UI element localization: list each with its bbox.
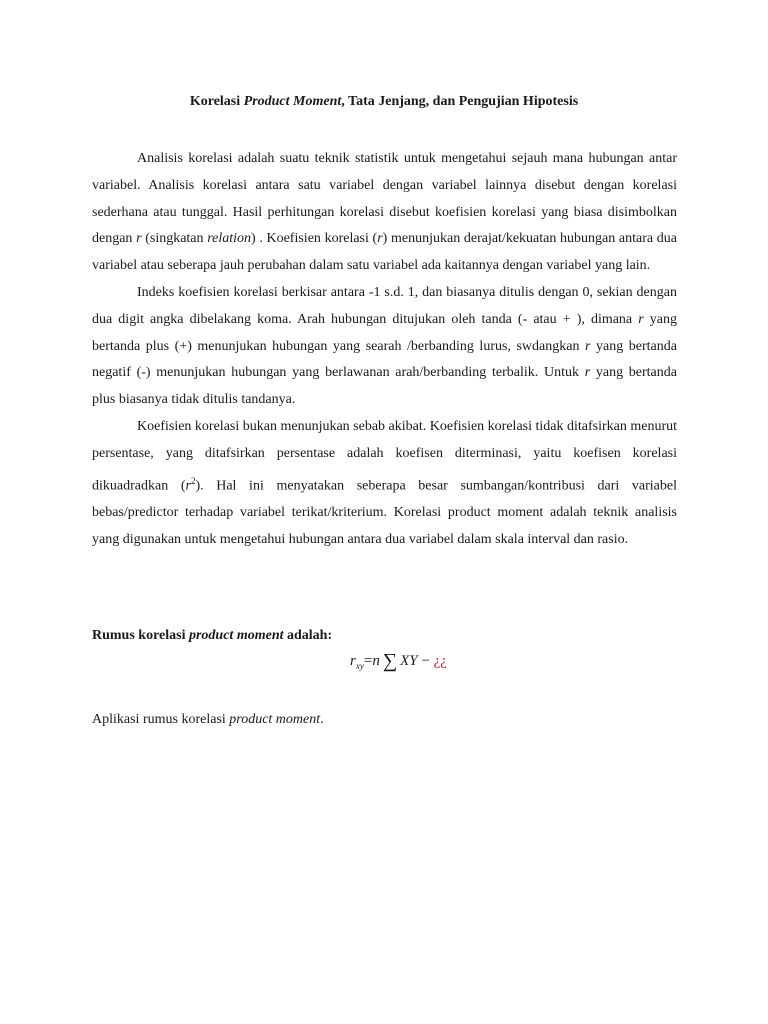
p1-r1: r [136, 231, 142, 247]
aplikasi-part1: Aplikasi rumus korelasi [92, 712, 230, 727]
p3-sup: 2 [190, 475, 196, 486]
p2-text-c: yang bertanda negatif (-) menunjukan hubungan yang berlawanan arah/berbanding terbalik. Untuk [92, 338, 677, 381]
p1-text-a: Analisis korelasi adalah suatu teknik statistik untuk mengetahui sejauh mana hubungan antar variabel. Analisis korelasi antara satu variabel dengan variabel lainnya disebut dengan korelasi sederhana atau tunggal. Hasil perhitungan korelasi disebut koefisien korelasi yang biasa disimbolkan dengan [92, 151, 677, 247]
p1-relation: relation [207, 231, 251, 247]
aplikasi-italic: product moment [229, 712, 321, 727]
formula-xy: XY [400, 653, 418, 669]
formula-n: n [372, 653, 380, 669]
aplikasi-line [92, 712, 324, 728]
paragraph-2 [92, 280, 677, 414]
title-italic: Product Moment [243, 94, 342, 109]
title-part1: Korelasi [189, 94, 244, 109]
heading-italic: product moment [188, 628, 284, 643]
p3-text-b: ). Hal ini menyatakan seberapa besar sumbangan/kontribusi dari variabel bebas/predictor terhadap variabel terikat/kriterium. Korelasi product moment adalah teknik analisis yang digunakan untuk mengetahui hubungan antara dua variabel dalam skala interval dan rasio. [92, 478, 678, 547]
title-part3: , Tata Jenjang, dan Pengujian Hipotesis [341, 94, 579, 109]
p1-r2: r [377, 231, 383, 247]
p3-text-a: Koefisien korelasi bukan menunjukan sebab akibat. Koefisien korelasi tidak ditafsirkan menurut persentase, yang ditafsirkan persentase adalah koefisen diterminasi, yaitu koefisen korelasi dikuadradkan ( [92, 418, 678, 494]
formula [350, 650, 447, 673]
p2-text-a: Indeks koefisien korelasi berkisar antara -1 s.d. 1, dan biasanya ditulis dengan 0, sekian dengan dua digit angka dibelakang koma. Arah hubungan ditujukan oleh tanda (- atau + ), dimana [92, 284, 677, 327]
formula-tail: ¿¿ [433, 653, 447, 669]
formula-minus: − [417, 653, 434, 669]
aplikasi-part3: . [320, 712, 324, 727]
heading-part3: adalah: [283, 628, 333, 643]
p3-r: r [185, 478, 191, 494]
page-title [0, 94, 768, 110]
p2-text-d: yang bertanda plus biasanya tidak ditulis tandanya. [92, 365, 677, 408]
p2-text-b: yang bertanda plus (+) menunjukan hubungan yang searah /berbanding lurus, swdangkan [92, 311, 677, 354]
formula-eq: = [363, 653, 373, 669]
p2-r2: r [585, 338, 591, 354]
p2-r1: r [638, 311, 644, 327]
heading-part1: Rumus korelasi [92, 628, 189, 643]
formula-heading [92, 628, 332, 644]
paragraph-1 [92, 146, 677, 280]
formula-sub: xy [355, 661, 364, 671]
p2-r3: r [584, 365, 591, 381]
p1-text-b: (singkatan [141, 231, 208, 247]
p1-text-d: ) menunjukan derajat/kekuatan hubungan antara dua variabel atau seberapa jauh perubahan dalam satu variabel ada kaitannya dengan variabel yang lain. [92, 231, 677, 274]
formula-r: r [350, 653, 356, 669]
paragraph-3 [92, 414, 677, 554]
body-text [92, 146, 677, 554]
p1-text-c: ) . Koefisien korelasi ( [251, 231, 378, 247]
sum-icon: ∑ [382, 650, 398, 672]
